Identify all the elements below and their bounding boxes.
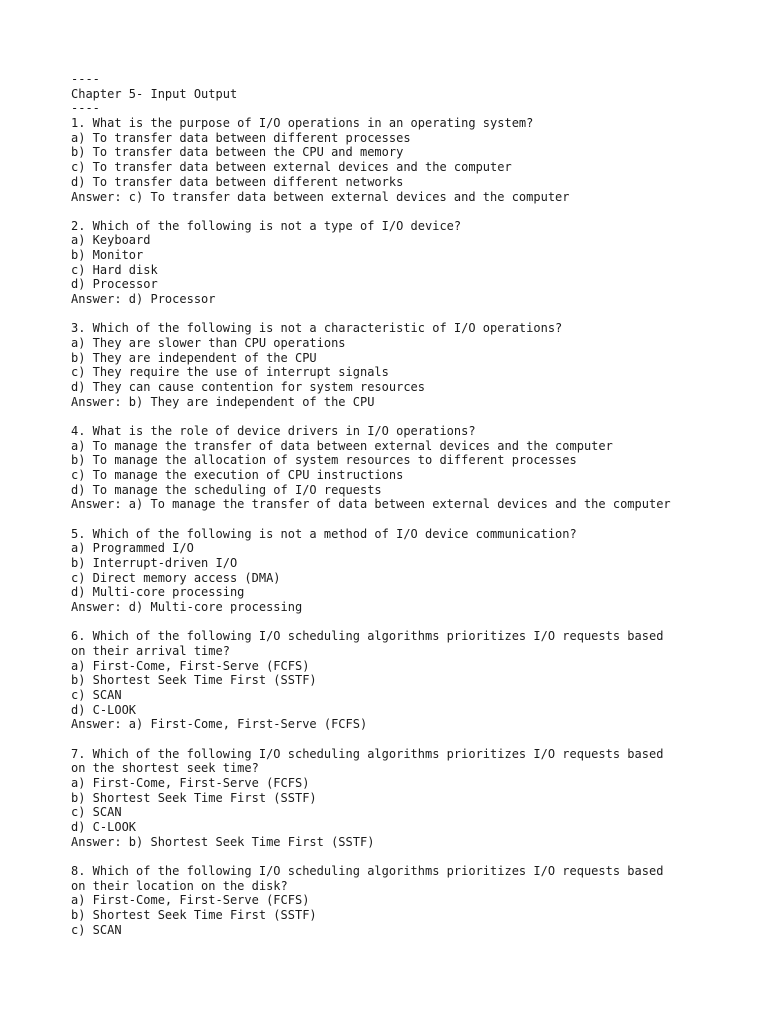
question-text: 2. Which of the following is not a type of I/O device? <box>71 218 462 233</box>
question-text: 6. Which of the following I/O scheduling algorithms prioritizes I/O requests based <box>71 629 664 644</box>
separator-bottom: ---- <box>71 101 100 116</box>
question-text: 1. What is the purpose of I/O operations in an operating system? <box>71 116 534 131</box>
chapter-header <box>71 72 731 116</box>
option-c: c) Hard disk <box>71 262 158 277</box>
question-block <box>71 219 731 307</box>
option-b: b) Shortest Seek Time First (SSTF) <box>71 907 317 922</box>
option-d: d) Multi-core processing <box>71 585 245 600</box>
option-a: a) To transfer data between different processes <box>71 130 411 145</box>
option-a: a) Programmed I/O <box>71 541 194 556</box>
option-c: c) SCAN <box>71 687 122 702</box>
question-block <box>71 747 731 850</box>
answer-text: Answer: c) To transfer data between external devices and the computer <box>71 189 570 204</box>
question-block <box>71 116 731 204</box>
question-block <box>71 424 731 512</box>
option-c: c) Direct memory access (DMA) <box>71 570 281 585</box>
question-text-continued: on the shortest seek time? <box>71 761 259 776</box>
question-text: 3. Which of the following is not a characteristic of I/O operations? <box>71 321 563 336</box>
answer-text: Answer: a) To manage the transfer of data between external devices and the computer <box>71 497 671 512</box>
option-c: c) To transfer data between external devices and the computer <box>71 160 512 175</box>
option-c: c) They require the use of interrupt signals <box>71 365 389 380</box>
option-b: b) To transfer data between the CPU and memory <box>71 145 404 160</box>
question-text: 7. Which of the following I/O scheduling algorithms prioritizes I/O requests based <box>71 746 664 761</box>
option-a: a) To manage the transfer of data between external devices and the computer <box>71 438 613 453</box>
option-d: d) Processor <box>71 277 158 292</box>
option-b: b) Interrupt-driven I/O <box>71 555 238 570</box>
option-b: b) Shortest Seek Time First (SSTF) <box>71 673 317 688</box>
question-block <box>71 864 731 937</box>
option-c: c) SCAN <box>71 922 122 937</box>
option-c: c) To manage the execution of CPU instructions <box>71 468 404 482</box>
option-b: b) Monitor <box>71 248 144 263</box>
question-text: 5. Which of the following is not a method of I/O device communication? <box>71 526 577 541</box>
chapter-title: Chapter 5- Input Output <box>71 86 238 101</box>
question-text: 8. Which of the following I/O scheduling algorithms prioritizes I/O requests based <box>71 863 664 878</box>
option-d: d) To transfer data between different networks <box>71 174 404 189</box>
document-content <box>71 72 731 952</box>
option-a: a) First-Come, First-Serve (FCFS) <box>71 775 310 790</box>
question-text-continued: on their arrival time? <box>71 643 230 658</box>
answer-text: Answer: b) Shortest Seek Time First (SSTF) <box>71 834 375 849</box>
answer-text: Answer: d) Processor <box>71 292 216 307</box>
answer-text: Answer: b) They are independent of the CPU <box>71 394 375 409</box>
question-text: 4. What is the role of device drivers in I/O operations? <box>71 423 476 438</box>
option-a: a) First-Come, First-Serve (FCFS) <box>71 658 310 673</box>
question-block <box>71 629 731 732</box>
answer-text: Answer: a) First-Come, First-Serve (FCFS) <box>71 717 368 732</box>
option-a: a) Keyboard <box>71 233 151 248</box>
question-block <box>71 321 731 409</box>
option-b: b) They are independent of the CPU <box>71 350 317 365</box>
answer-text: Answer: d) Multi-core processing <box>71 600 303 614</box>
option-d: d) To manage the scheduling of I/O requests <box>71 482 382 497</box>
option-d: d) They can cause contention for system resources <box>71 380 426 395</box>
option-a: a) They are slower than CPU operations <box>71 336 346 350</box>
option-d: d) C-LOOK <box>71 819 137 834</box>
question-text-continued: on their location on the disk? <box>71 878 288 893</box>
question-block <box>71 527 731 615</box>
option-b: b) To manage the allocation of system resources to different processes <box>71 453 577 468</box>
option-b: b) Shortest Seek Time First (SSTF) <box>71 790 317 805</box>
option-d: d) C-LOOK <box>71 702 137 717</box>
option-c: c) SCAN <box>71 805 122 820</box>
option-a: a) First-Come, First-Serve (FCFS) <box>71 893 310 908</box>
separator-top: ---- <box>71 72 100 86</box>
